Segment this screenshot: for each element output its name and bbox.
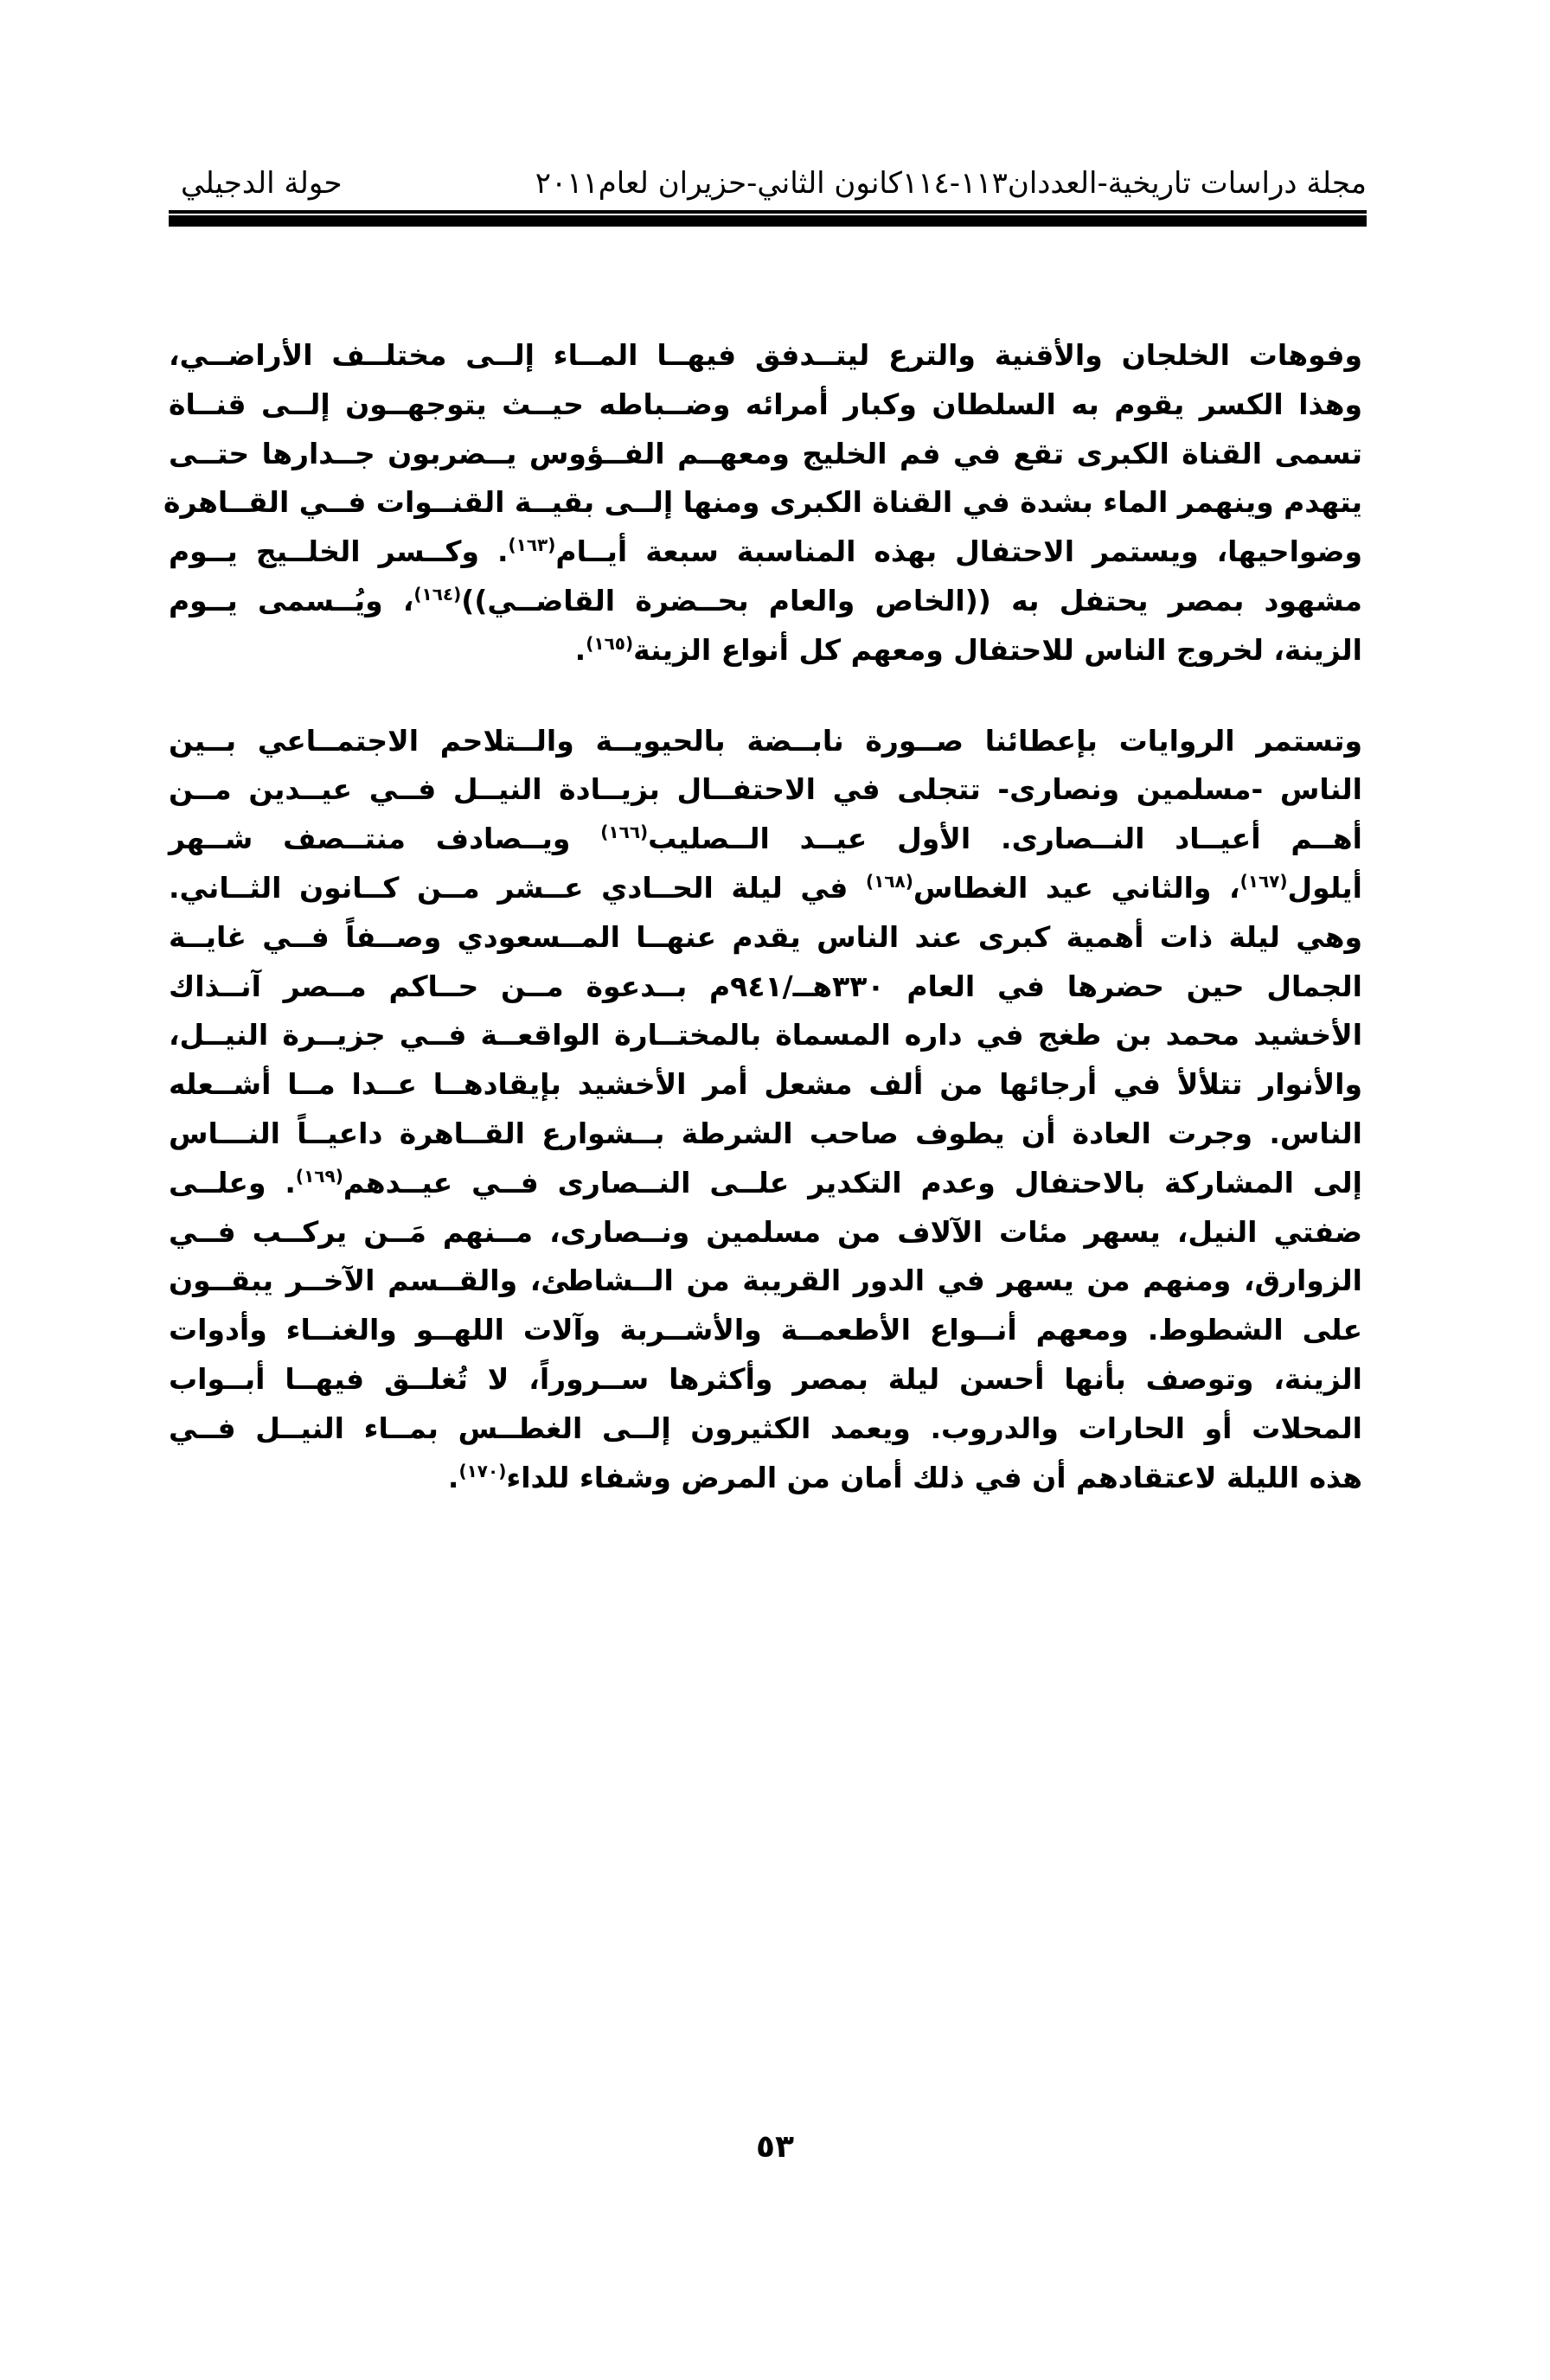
text-line: الزوارق، ومنهم من يسهر في الدور القريبة من الــشاطئ، والقــسم الآخــر يبقــون xyxy=(169,1264,1362,1298)
text-line xyxy=(169,1454,1362,1503)
footnote-ref[interactable]: (١٦٩) xyxy=(295,1165,343,1187)
line-text: ويــصادف منتــصف شــهر xyxy=(169,822,601,856)
line-text: . وكــسر الخلــيج يــوم xyxy=(169,534,509,569)
footnote-ref[interactable]: (١٦٧) xyxy=(1239,870,1288,892)
footnote-ref[interactable]: (١٦٣) xyxy=(508,534,556,556)
running-header xyxy=(169,166,1367,208)
text-line: ضفتي النيل، يسهر مئات الآلاف من مسلمين ونــصارى، مــنهم مَــن يركــب فــي xyxy=(169,1214,1362,1249)
header-rule-thick xyxy=(169,215,1367,227)
text-line: والأنوار تتلألأ في أرجائها من ألف مشعل أمر الأخشيد بإيقادهــا عــدا مــا أشــعله xyxy=(169,1067,1362,1102)
text-line: الأخشيد محمد بن طغج في داره المسماة بالمختــارة الواقعــة فــي جزيــرة النيــل، xyxy=(169,1018,1362,1052)
text-line xyxy=(169,1159,1362,1208)
text-line: الجمال حين حضرها في العام ٣٣٠هــ/٩٤١م بــدعوة مــن حــاكم مــصر آنــذاك xyxy=(169,969,1362,1003)
paragraph-2 xyxy=(169,717,1362,1503)
footnote-ref[interactable]: (١٦٦) xyxy=(600,822,649,843)
line-text: مشهود بمصر يحتفل به ((الخاص والعام بحــضرة القاضــي)) xyxy=(461,583,1362,617)
footnote-ref[interactable]: (١٧٠) xyxy=(458,1460,507,1481)
text-line: الزينة، وتوصف بأنها أحسن ليلة بمصر وأكثرها ســروراً، لا تُغلــق فيهــا أبــواب xyxy=(169,1361,1362,1396)
line-text: . xyxy=(574,632,586,667)
text-line: وهذا الكسر يقوم به السلطان وكبار أمرائه وضــباطه حيــث يتوجهــون إلــى قنــاة xyxy=(169,387,1362,421)
text-line: على الشطوط. ومعهم أنــواع الأطعمــة والأشــربة وآلات اللهــو والغنــاء وأدوات xyxy=(169,1313,1362,1347)
line-text: في ليلة الحــادي عــشر مــن كــانون الثــاني. xyxy=(169,870,866,905)
line-text: وضواحيها، ويستمر الاحتفال بهذه المناسبة سبعة أيــام xyxy=(555,534,1362,569)
paragraph-gap xyxy=(169,675,1362,717)
article-body xyxy=(163,331,1362,1502)
line-text: ، ويُــسمى يــوم xyxy=(169,583,414,617)
footnote-ref[interactable]: (١٦٤) xyxy=(413,583,462,605)
text-line: وهي ليلة ذات أهمية كبرى عند الناس يقدم عنهــا المــسعودي وصــفاً فــي غايــة xyxy=(169,919,1362,954)
text-line xyxy=(169,864,1362,913)
text-line xyxy=(169,815,1362,864)
line-text: أهــم أعيــاد النــصارى. الأول عيــد الــصليب xyxy=(648,822,1362,856)
text-line: وتستمر الروايات بإعطائنا صــورة نابــضة بالحيويــة والــتلاحم الاجتمــاعي بــين xyxy=(169,723,1362,758)
line-text: الزينة، لخروج الناس للاحتفال ومعهم كل أنواع الزينة xyxy=(633,632,1362,667)
line-text: . xyxy=(447,1460,459,1494)
header-rule-thin xyxy=(169,210,1367,214)
text-line: المحلات أو الحارات والدروب. ويعمد الكثيرون إلــى الغطــس بمــاء النيــل فــي xyxy=(169,1411,1362,1445)
line-text: . وعلــى xyxy=(169,1165,296,1200)
text-line xyxy=(169,528,1362,577)
footnote-ref[interactable]: (١٦٥) xyxy=(586,632,634,654)
page-number: ٥٣ xyxy=(756,2129,794,2165)
text-line: وفوهات الخلجان والأقنية والترع ليتــدفق فيهــا المــاء إلــى مختلــف الأراضــي، xyxy=(169,338,1362,372)
text-line: الناس -مسلمين ونصارى- تتجلى في الاحتفــال بزيــادة النيــل فــي عيــدين مــن xyxy=(169,772,1362,807)
line-text: أيلول xyxy=(1287,870,1362,905)
line-text: إلى المشاركة بالاحتفال وعدم التكدير علــى النــصارى فــي عيــدهم xyxy=(343,1165,1362,1200)
text-line: الناس. وجرت العادة أن يطوف صاحب الشرطة بــشوارع القــاهرة داعيــاً النـــاس xyxy=(169,1116,1362,1150)
author-name: حولة الدجيلي xyxy=(181,166,343,201)
paragraph-1 xyxy=(163,331,1362,675)
journal-title: مجلة دراسات تاريخية-العددان١١٣-١١٤كانون الثاني-حزيران لعام٢٠١١ xyxy=(535,166,1367,201)
text-line: يتهدم وينهمر الماء بشدة في القناة الكبرى ومنها إلــى بقيــة القنــوات فــي القــاهرة xyxy=(163,485,1362,520)
line-text: ، والثاني عيد الغطاس xyxy=(913,870,1240,905)
text-line xyxy=(169,626,1362,675)
text-line xyxy=(169,577,1362,626)
text-line: تسمى القناة الكبرى تقع في فم الخليج ومعهــم الفــؤوس يــضربون جــدارها حتــى xyxy=(169,436,1362,470)
line-text: هذه الليلة لاعتقادهم أن في ذلك أمان من المرض وشفاء للداء xyxy=(506,1460,1362,1494)
footnote-ref[interactable]: (١٦٨) xyxy=(865,870,913,892)
